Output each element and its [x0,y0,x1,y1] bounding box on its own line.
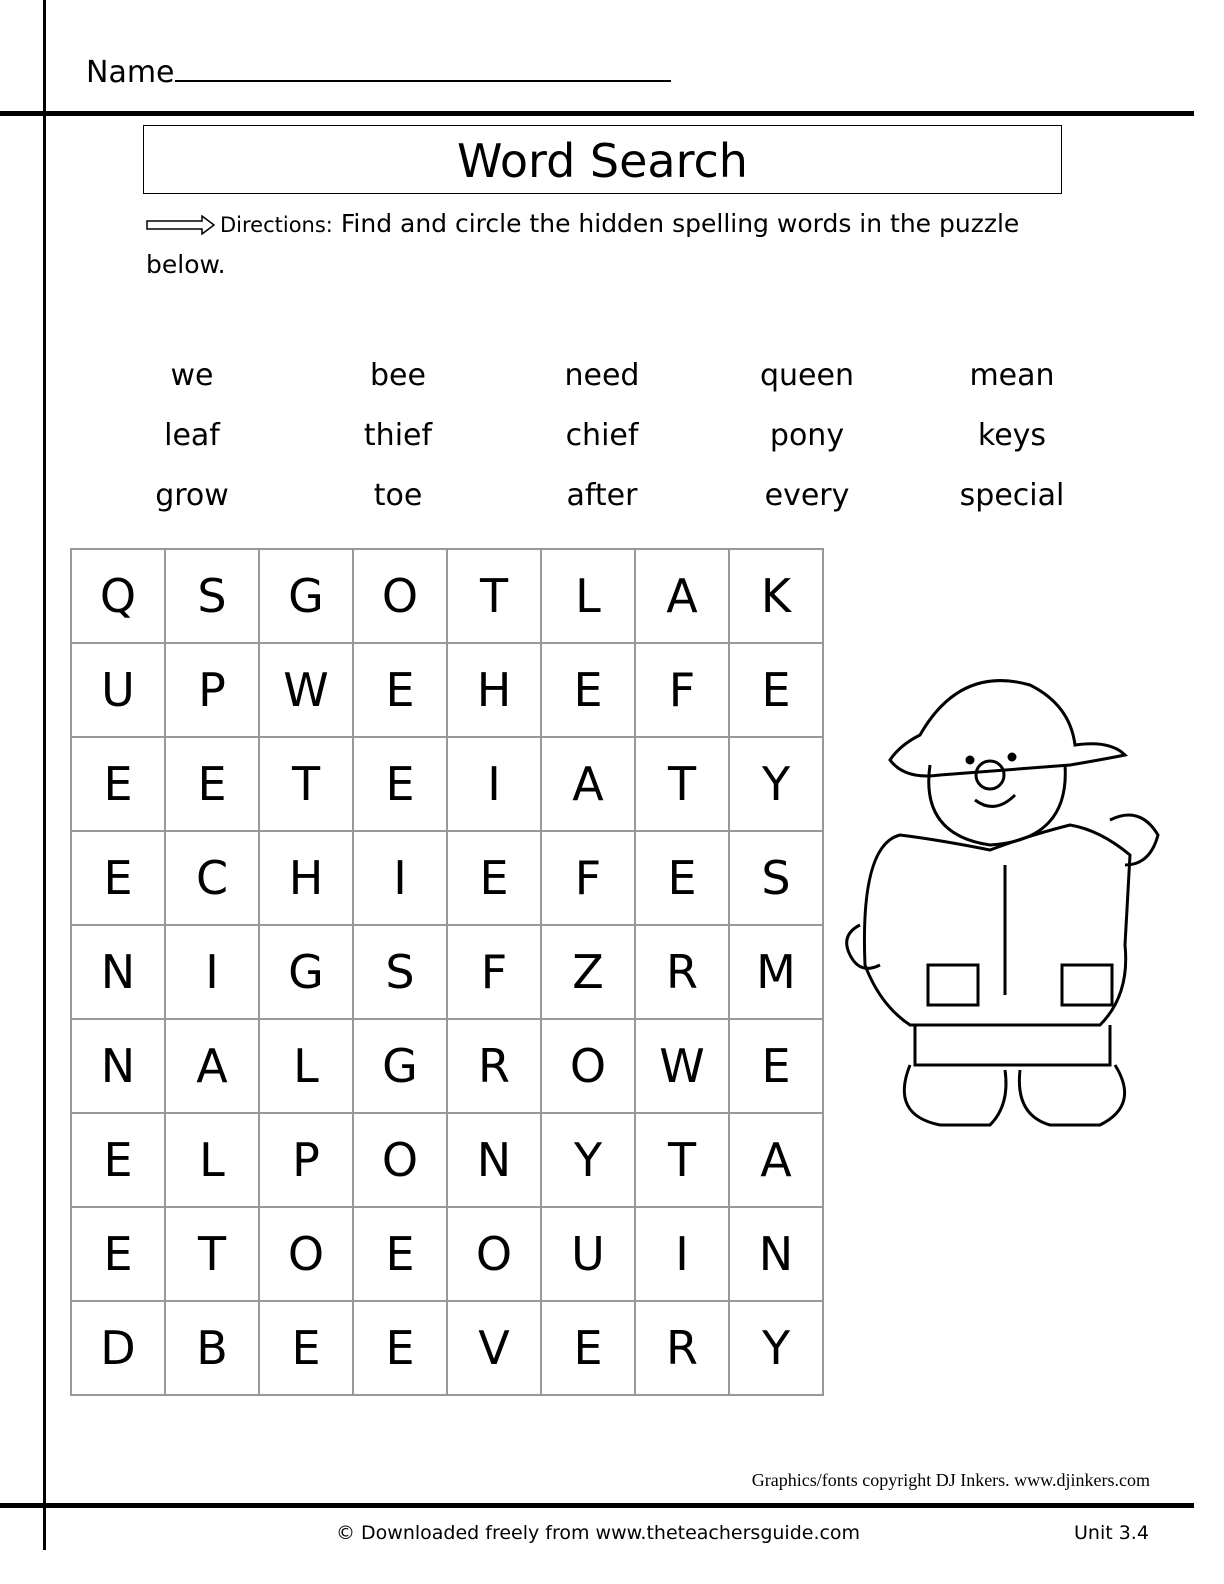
grid-cell[interactable]: F [447,925,541,1019]
grid-cell[interactable]: N [71,925,165,1019]
grid-cell[interactable]: U [71,643,165,737]
grid-cell[interactable]: Y [729,1301,823,1395]
grid-cell[interactable]: E [165,737,259,831]
grid-cell[interactable]: E [71,831,165,925]
grid-cell[interactable]: E [353,737,447,831]
grid-cell[interactable]: A [635,549,729,643]
grid-cell[interactable]: O [353,1113,447,1207]
grid-cell[interactable]: W [259,643,353,737]
grid-cell[interactable]: F [541,831,635,925]
grid-cell[interactable]: G [259,549,353,643]
spelling-word: chief [565,418,639,453]
bear-illustration [840,665,1170,1135]
spelling-word: grow [155,478,229,513]
grid-cell[interactable]: Y [541,1113,635,1207]
spelling-word: after [566,478,638,513]
grid-cell[interactable]: L [541,549,635,643]
grid-cell[interactable]: P [165,643,259,737]
grid-cell[interactable]: N [71,1019,165,1113]
unit-label: Unit 3.4 [1074,1522,1149,1544]
spelling-word: mean [969,358,1055,393]
grid-cell[interactable]: V [447,1301,541,1395]
spelling-word: pony [769,418,845,453]
grid-cell[interactable]: A [541,737,635,831]
grid-cell[interactable]: O [541,1019,635,1113]
grid-cell[interactable]: E [259,1301,353,1395]
directions: Directions: Find and circle the hidden spelling words in the puzzle below. [146,209,1020,279]
footer-divider [0,1503,1194,1508]
grid-cell[interactable]: E [447,831,541,925]
grid-cell[interactable]: E [71,1113,165,1207]
name-field[interactable]: Name [86,52,671,90]
grid-cell[interactable]: I [353,831,447,925]
grid-cell[interactable]: E [635,831,729,925]
grid-cell[interactable]: Y [729,737,823,831]
download-credit: © Downloaded freely from www.theteachersguide.com [336,1522,861,1544]
grid-cell[interactable]: L [259,1019,353,1113]
grid-cell[interactable]: K [729,549,823,643]
grid-cell[interactable]: R [447,1019,541,1113]
grid-cell[interactable]: M [729,925,823,1019]
grid-cell[interactable]: E [353,1207,447,1301]
header-divider [0,111,1194,116]
spelling-word: need [564,358,640,393]
grid-cell[interactable]: E [541,1301,635,1395]
spelling-word: special [959,478,1065,513]
grid-cell[interactable]: I [447,737,541,831]
word-search-grid [70,548,824,1396]
grid-cell[interactable]: H [447,643,541,737]
grid-cell[interactable]: Q [71,549,165,643]
grid-cell[interactable]: D [71,1301,165,1395]
grid-cell[interactable]: O [353,549,447,643]
spelling-word: we [170,358,214,393]
grid-cell[interactable]: E [729,1019,823,1113]
grid-cell[interactable]: A [165,1019,259,1113]
grid-cell[interactable]: B [165,1301,259,1395]
spelling-word: toe [373,478,423,513]
name-blank[interactable] [175,52,671,82]
spelling-word: every [764,478,850,513]
grid-cell[interactable]: T [635,737,729,831]
grid-cell[interactable]: O [259,1207,353,1301]
grid-cell[interactable]: S [353,925,447,1019]
grid-cell[interactable]: I [165,925,259,1019]
graphics-credit: Graphics/fonts copyright DJ Inkers. www.djinkers.com [751,1470,1150,1490]
grid-cell[interactable]: T [447,549,541,643]
grid-cell[interactable]: I [635,1207,729,1301]
grid-cell[interactable]: S [165,549,259,643]
grid-cell[interactable]: P [259,1113,353,1207]
grid-cell[interactable]: G [353,1019,447,1113]
grid-cell[interactable]: N [447,1113,541,1207]
grid-cell[interactable]: S [729,831,823,925]
grid-cell[interactable]: R [635,925,729,1019]
grid-cell[interactable]: E [541,643,635,737]
page-title: Word Search [143,125,1062,194]
spelling-word: leaf [164,418,220,453]
grid-cell[interactable]: H [259,831,353,925]
grid-cell[interactable]: C [165,831,259,925]
grid-cell[interactable]: T [259,737,353,831]
grid-cell[interactable]: A [729,1113,823,1207]
arrow-right-icon [146,215,216,235]
spelling-word: thief [363,418,433,453]
grid-cell[interactable]: Z [541,925,635,1019]
margin-line [43,0,46,1550]
spelling-word: bee [370,358,426,393]
grid-cell[interactable]: E [353,1301,447,1395]
spelling-word: queen [760,358,854,393]
grid-cell[interactable]: E [71,1207,165,1301]
grid-cell[interactable]: T [165,1207,259,1301]
grid-cell[interactable]: W [635,1019,729,1113]
grid-cell[interactable]: G [259,925,353,1019]
grid-cell[interactable]: E [71,737,165,831]
grid-cell[interactable]: E [353,643,447,737]
spelling-word: keys [977,418,1047,453]
grid-cell[interactable]: L [165,1113,259,1207]
grid-cell[interactable]: U [541,1207,635,1301]
grid-cell[interactable]: N [729,1207,823,1301]
grid-cell[interactable]: E [729,643,823,737]
grid-cell[interactable]: O [447,1207,541,1301]
grid-cell[interactable]: T [635,1113,729,1207]
grid-cell[interactable]: R [635,1301,729,1395]
grid-cell[interactable]: F [635,643,729,737]
